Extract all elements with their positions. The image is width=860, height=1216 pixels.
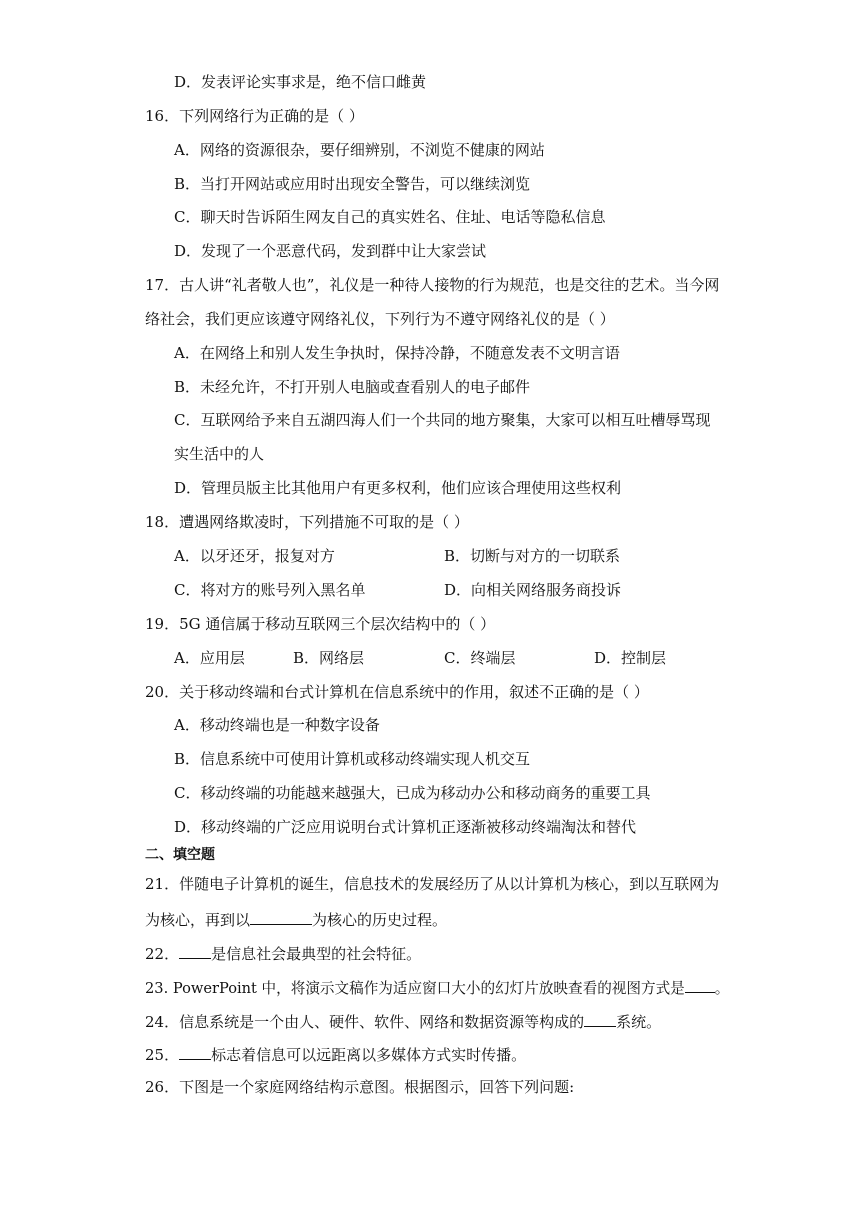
q22-stem (145, 942, 421, 964)
q20-option-a: A．移动终端也是一种数字设备 (174, 716, 380, 734)
q24-stem (145, 1010, 661, 1032)
q23-blank[interactable] (685, 976, 715, 993)
q22-text: 是信息社会最典型的社会特征。 (211, 945, 422, 963)
q19-stem: 19．5G 通信属于移动互联网三个层次结构中的（ ） (145, 615, 496, 633)
q25-number: 25． (145, 1046, 180, 1064)
q24-text-a: 24．信息系统是一个由人、硬件、软件、网络和数据资源等构成的 (145, 1013, 585, 1031)
q25-blank[interactable] (179, 1043, 211, 1060)
q20-option-d: D．移动终端的广泛应用说明台式计算机正逐渐被移动终端淘汰和替代 (174, 818, 637, 836)
q21-stem-line1: 21．伴随电子计算机的诞生，信息技术的发展经历了从以计算机为核心，到以互联网为 (145, 875, 720, 893)
q21-stem-line2 (145, 908, 447, 930)
q15-option-d: D．发表评论实事求是，绝不信口雌黄 (174, 73, 427, 91)
q21-text-b: 为核心的历史过程。 (312, 911, 448, 929)
q21-blank[interactable] (250, 908, 312, 925)
q24-text-b: 系统。 (616, 1013, 662, 1031)
q16-stem: 16．下列网络行为正确的是（ ） (145, 107, 364, 125)
q20-option-c: C．移动终端的功能越来越强大，已成为移动办公和移动商务的重要工具 (174, 784, 651, 802)
q19-option-a: A．应用层 (174, 649, 245, 667)
q16-option-a: A．网络的资源很杂，要仔细辨别，不浏览不健康的网站 (174, 141, 545, 159)
q22-blank[interactable] (179, 942, 211, 959)
q18-option-a: A．以牙还牙，报复对方 (174, 547, 335, 565)
q17-option-b: B．未经允许，不打开别人电脑或查看别人的电子邮件 (174, 378, 531, 396)
q22-number: 22． (145, 945, 180, 963)
q16-option-d: D．发现了一个恶意代码，发到群中让大家尝试 (174, 242, 487, 260)
q26-stem: 26．下图是一个家庭网络结构示意图。根据图示，回答下列问题: (145, 1078, 575, 1096)
q23-stem (145, 976, 729, 999)
q17-stem-line1: 17．古人讲“礼者敬人也”，礼仪是一种待人接物的行为规范，也是交往的艺术。当今网 (145, 276, 720, 294)
q25-stem (145, 1043, 526, 1065)
q17-option-c-line1: C．互联网给予来自五湖四海人们一个共同的地方聚集，大家可以相互吐槽辱骂现 (174, 411, 711, 429)
q19-option-c: C．终端层 (444, 649, 516, 667)
q16-option-b: B．当打开网站或应用时出现安全警告，可以继续浏览 (174, 175, 531, 193)
q18-stem: 18．遭遇网络欺凌时，下列措施不可取的是（ ） (145, 513, 469, 531)
section-heading-fill-in: 二、填空题 (145, 847, 215, 863)
q24-blank[interactable] (584, 1010, 616, 1027)
q17-option-a: A．在网络上和别人发生争执时，保持冷静，不随意发表不文明言语 (174, 344, 620, 362)
q17-option-d: D．管理员版主比其他用户有更多权利，他们应该合理使用这些权利 (174, 479, 622, 497)
q16-option-c: C．聊天时告诉陌生网友自己的真实姓名、住址、电话等隐私信息 (174, 208, 606, 226)
q23-text-a: 23. PowerPoint 中，将演示文稿作为适应窗口大小的幻灯片放映查看的视图方式是 (145, 980, 685, 997)
q17-stem-line2: 络社会，我们更应该遵守网络礼仪，下列行为不遵守网络礼仪的是（ ） (145, 310, 615, 328)
q18-option-b: B．切断与对方的一切联系 (444, 547, 621, 565)
q17-option-c-line2: 实生活中的人 (174, 445, 265, 463)
q20-option-b: B．信息系统中可使用计算机或移动终端实现人机交互 (174, 750, 531, 768)
q19-option-d: D．控制层 (594, 649, 667, 667)
q19-option-b: B．网络层 (293, 649, 365, 667)
q18-option-d: D．向相关网络服务商投诉 (444, 581, 622, 599)
q20-stem: 20．关于移动终端和台式计算机在信息系统中的作用，叙述不正确的是（ ） (145, 683, 649, 701)
q23-text-b: 。 (714, 980, 730, 997)
q18-option-c: C．将对方的账号列入黑名单 (174, 581, 366, 599)
q25-text: 标志着信息可以远距离以多媒体方式实时传播。 (211, 1046, 527, 1064)
q21-text-a: 为核心，再到以 (145, 911, 251, 929)
